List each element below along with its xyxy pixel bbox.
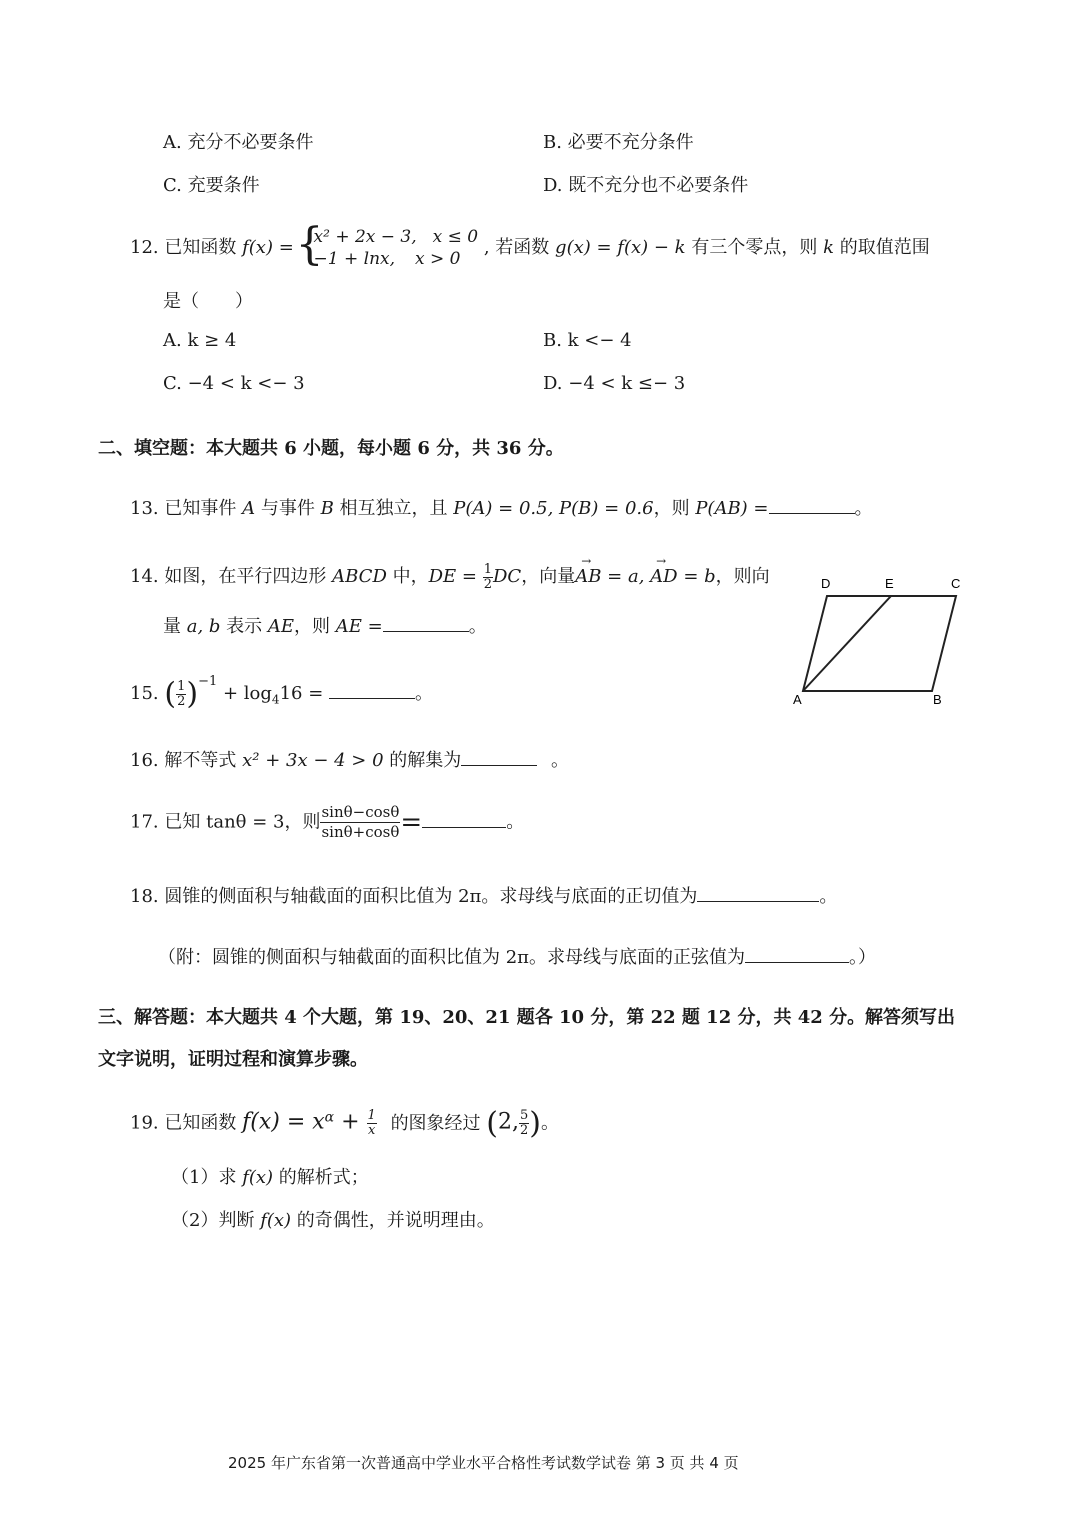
q15-frac-den: 2 xyxy=(177,693,186,709)
q18-number: 18. xyxy=(130,886,159,907)
q17-answer-blank xyxy=(422,811,506,828)
q12-case1-cond: x ≤ 0 xyxy=(432,227,479,247)
left-paren-icon: ( xyxy=(486,1106,499,1141)
q16-text2: 的解集为 xyxy=(389,750,462,771)
q14-dc: DC xyxy=(493,566,522,587)
q15-number: 15. xyxy=(130,683,159,704)
q15-frac-num: 1 xyxy=(177,678,186,694)
q14-vec-ab-label: AB xyxy=(575,566,602,587)
q15-exponent: −1 xyxy=(198,674,218,689)
q18-note-end: 。） xyxy=(849,947,877,968)
vector-arrow-icon: → xyxy=(656,554,667,568)
q18-note-blank xyxy=(745,946,849,963)
q19-reciprocal xyxy=(367,1109,377,1138)
q13-expr2: P(AB) = xyxy=(695,498,769,519)
q14-abcd: ABCD xyxy=(332,566,387,587)
q13-text3: 相互独立，且 xyxy=(339,498,448,519)
q14-answer-blank xyxy=(383,615,469,632)
figure-label-a: A xyxy=(793,692,802,707)
q19-sub1-f: f(x) xyxy=(242,1167,274,1188)
q19-stem xyxy=(130,1106,559,1141)
q12-g-expr: g(x) = f(x) − k xyxy=(555,237,686,258)
q12-piecewise xyxy=(295,219,479,270)
q14-vec-ad-label: AD xyxy=(650,566,678,587)
q12-lead: 已知函数 xyxy=(164,237,237,258)
q19-sub1 xyxy=(171,1163,369,1189)
q12-number: 12. xyxy=(130,237,159,258)
left-paren-icon: ( xyxy=(164,676,177,712)
section3-heading-line1: 三、解答题：本大题共 4 个大题，第 19、20、21 题各 10 分，第 22 题 12 分，共 42 分。解答须写出 xyxy=(98,1007,956,1028)
q12-case2-expr: −1 + lnx, xyxy=(313,249,396,269)
q19-plus: + xyxy=(334,1109,367,1135)
q14-end: 。 xyxy=(468,616,487,637)
right-paren-icon: ) xyxy=(186,676,199,712)
q17-frac-num: sinθ−cosθ xyxy=(321,803,400,821)
q17-text2: ，则 xyxy=(284,811,321,833)
q15 xyxy=(130,674,433,712)
q12-option-b: B. k <− 4 xyxy=(543,330,632,351)
q14-frac-den: 2 xyxy=(483,576,492,592)
parallelogram-abcd xyxy=(803,596,956,691)
q13-answer-blank xyxy=(769,497,855,514)
q14-text-c: ，向量 xyxy=(521,566,576,587)
q19-frac-den: x xyxy=(368,1123,376,1138)
q19-point-den: 2 xyxy=(520,1123,529,1138)
q12-line2: 是（ ） xyxy=(163,291,253,312)
q14-text-g: ，则 xyxy=(294,616,331,637)
q12-stem xyxy=(130,219,930,270)
q13-number: 13. xyxy=(130,498,159,519)
q16-text1: 解不等式 xyxy=(164,750,237,771)
q19-f-expr: f(x) = x xyxy=(242,1109,325,1135)
section2-heading: 二、填空题：本大题共 6 小题，每小题 6 分，共 36 分。 xyxy=(98,438,564,459)
q12-option-c: C. −4 < k <− 3 xyxy=(163,373,305,394)
q12-k: k xyxy=(823,237,834,258)
q13-end: 。 xyxy=(854,498,873,519)
q16-answer-blank xyxy=(461,749,537,766)
q14-frac-num: 1 xyxy=(483,561,492,577)
q17-end: 。 xyxy=(506,811,525,833)
q16-expr: x² + 3x − 4 > 0 xyxy=(242,750,384,771)
q19-sub2 xyxy=(171,1206,495,1232)
q19-end: 。 xyxy=(541,1112,560,1134)
q12-option-a: A. k ≥ 4 xyxy=(163,330,237,351)
q19-text2: 的图象经过 xyxy=(390,1112,481,1134)
q14-vector-ab xyxy=(575,554,602,587)
q12-case1-expr: x² + 2x − 3, xyxy=(313,227,417,247)
q16-number: 16. xyxy=(130,750,159,771)
figure-label-c: C xyxy=(951,576,961,591)
q14-ae1: AE xyxy=(267,616,295,637)
segment-ae xyxy=(803,596,891,691)
q13-text1: 已知事件 xyxy=(164,498,237,519)
parallelogram-figure xyxy=(785,570,975,710)
section3-heading-line2: 文字说明，证明过程和演算步骤。 xyxy=(98,1049,368,1070)
q12-tail2: 的取值范围 xyxy=(839,237,930,258)
q12-case2-cond: x > 0 xyxy=(415,249,461,269)
q13-text4: ，则 xyxy=(653,498,690,519)
figure-label-b: B xyxy=(933,692,942,707)
q19-alpha: α xyxy=(324,1109,335,1126)
q13-event-a: A xyxy=(242,498,256,519)
vector-arrow-icon: → xyxy=(581,554,592,568)
q15-rest: 16 = xyxy=(279,683,324,704)
q14-line1 xyxy=(130,554,770,592)
page-footer: 2025 年广东省第一次普通高中学业水平合格性考试数学试卷 第 3 页 共 4 页 xyxy=(228,1454,739,1472)
q14-ab-vars: a, b xyxy=(186,616,221,637)
q13 xyxy=(130,494,873,520)
q15-log-base: 4 xyxy=(271,692,280,707)
q19-number: 19. xyxy=(130,1112,159,1134)
q13-text2: 与事件 xyxy=(260,498,315,519)
piecewise-brace-icon: { xyxy=(295,219,324,270)
q14-eq-b: = b xyxy=(677,566,716,587)
q14-eq-a: = a, xyxy=(601,566,651,587)
q14-vector-ad xyxy=(650,554,678,587)
q14-de: DE = xyxy=(428,566,477,587)
q14-text-a: 如图，在平行四边形 xyxy=(164,566,327,587)
q12-mid: , 若函数 xyxy=(483,237,550,258)
q16-end: 。 xyxy=(551,750,570,771)
q18 xyxy=(130,882,837,908)
q19-point-x: 2, xyxy=(498,1109,520,1135)
q18-answer-blank xyxy=(697,885,819,902)
q15-answer-blank xyxy=(329,682,415,699)
q11-option-b: B. 必要不充分条件 xyxy=(543,132,694,153)
q14-number: 14. xyxy=(130,566,159,587)
q13-expr: P(A) = 0.5, P(B) = 0.6 xyxy=(453,498,654,519)
q14-text-e: 量 xyxy=(163,616,181,637)
q17-eq: = xyxy=(400,807,423,838)
q14-half-fraction xyxy=(483,563,493,592)
q18-end: 。 xyxy=(819,886,838,907)
q15-end: 。 xyxy=(415,683,434,704)
figure-label-d: D xyxy=(821,576,831,591)
q19-text1: 已知函数 xyxy=(164,1112,237,1134)
q19-sub1-a: （1）求 xyxy=(171,1167,237,1188)
q16 xyxy=(130,746,569,772)
q17-expr: tanθ = 3 xyxy=(206,811,285,833)
q15-half-fraction xyxy=(176,680,186,709)
q19-point-fraction xyxy=(519,1109,529,1138)
q17-frac-den: sinθ+cosθ xyxy=(321,823,400,841)
q11-option-d: D. 既不充分也不必要条件 xyxy=(543,175,749,196)
q18-note-text: （附：圆锥的侧面积与轴截面的面积比值为 2π。求母线与底面的正弦值为 xyxy=(158,947,746,968)
q18-note xyxy=(158,943,876,969)
q19-sub2-f: f(x) xyxy=(260,1210,292,1231)
q11-option-c: C. 充要条件 xyxy=(163,175,260,196)
q12-f-lhs: f(x) = xyxy=(242,237,294,258)
q14-line2 xyxy=(163,612,487,638)
q19-frac-num: 1 xyxy=(367,1108,376,1123)
q13-event-b: B xyxy=(320,498,334,519)
q15-log: + log xyxy=(223,683,272,704)
q19-point-num: 5 xyxy=(520,1108,529,1123)
q19-sub2-b: 的奇偶性，并说明理由。 xyxy=(296,1210,495,1231)
q14-text-b: 中， xyxy=(392,566,429,587)
q19-sub1-b: 的解析式； xyxy=(278,1167,369,1188)
q17 xyxy=(130,803,524,842)
q14-text-f: 表示 xyxy=(226,616,263,637)
q19-sub2-a: （2）判断 xyxy=(171,1210,255,1231)
right-paren-icon: ) xyxy=(529,1106,542,1141)
q12-option-d: D. −4 < k ≤− 3 xyxy=(543,373,686,394)
q18-text: 圆锥的侧面积与轴截面的面积比值为 2π。求母线与底面的正切值为 xyxy=(164,886,698,907)
q17-text1: 已知 xyxy=(164,811,201,833)
q12-tail: 有三个零点，则 xyxy=(691,237,818,258)
q17-fraction xyxy=(320,803,400,842)
figure-label-e: E xyxy=(885,576,894,591)
q17-number: 17. xyxy=(130,811,159,833)
q14-text-d: ，则向 xyxy=(715,566,770,587)
q11-option-a: A. 充分不必要条件 xyxy=(163,132,314,153)
q14-ae2: AE = xyxy=(335,616,383,637)
